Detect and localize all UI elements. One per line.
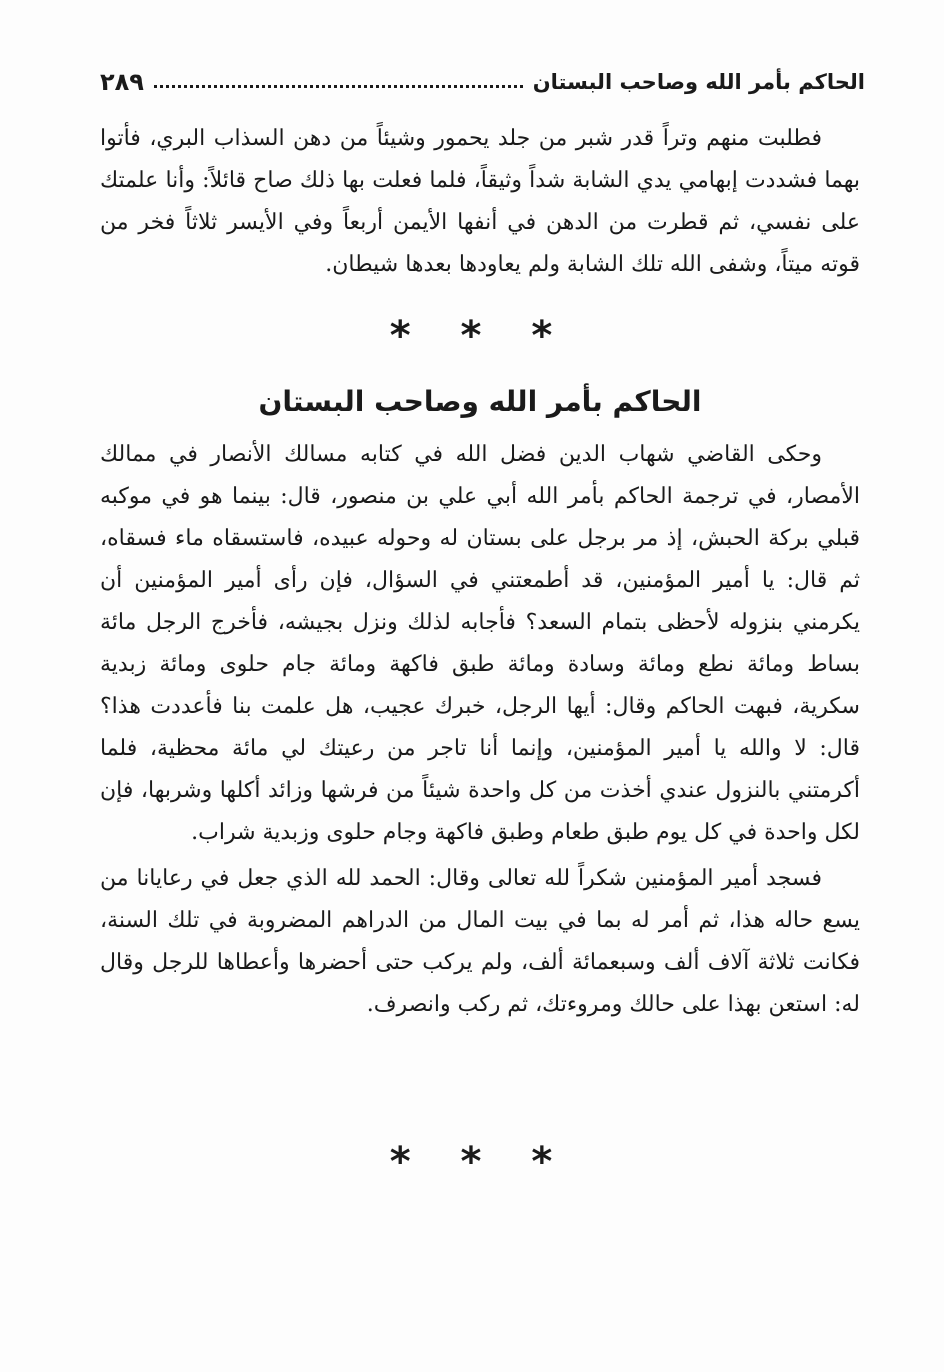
section-paragraph-2: فسجد أمير المؤمنين شكراً لله تعالى وقال: الحمد لله الذي جعل في رعايانا من يسع حاله هذا، ثم أمر له بما في بيت المال من الدراهم المضروبة في تلك السنة، فكانت ثلاثة آلاف ألف وسبعمائة ألف، ولم يركب حتى أحضرها وأعطاها للرجل وقال له: استعن بهذا على حالك ومروءتك، ثم ركب وانصرف. bbox=[100, 866, 860, 1017]
section-separator-bottom: * * * bbox=[389, 1139, 571, 1185]
running-header-title: الحاكم بأمر الله وصاحب البستان bbox=[532, 70, 865, 94]
running-header bbox=[100, 62, 865, 102]
intro-paragraph: فطلبت منهم وتراً قدر شبر من جلد يحمور وشيئاً من دهن السذاب البري، فأتوا بهما فشددت إبهامي يدي الشابة شداً وثيقاً، فلما فعلت بها ذلك صاح قائلاً: وأنا علمتك على نفسي، ثم قطرت من الدهن في أنفها الأيمن أربعاً وفي الأيسر ثلاثاً فخر من قوته ميتاً، وشفى الله تلك الشابة ولم يعاودها بعدها شيطان. bbox=[100, 126, 860, 277]
section-paragraph-1: وحكى القاضي شهاب الدين فضل الله في كتابه مسالك الأنصار في ممالك الأمصار، في ترجمة الحاكم بأمر الله أبي علي بن منصور، قال: بينما هو في موكبه قبلي بركة الحبش، إذ مر برجل على بستان له وحوله عبيده، فاستسقاه ماء فسقاه، ثم قال: يا أمير المؤمنين، قد أطمعتني في السؤال، فإن رأى أمير المؤمنين أن يكرمني بنزوله لأحظى بتمام السعد؟ فأجابه لذلك ونزل بجيشه، فأخرج الرجل مائة بساط ومائة نطع ومائة وسادة ومائة طبق فاكهة ومائة جام حلوى ومائة زبدية سكرية، فبهت الحاكم وقال: أيها الرجل، خبرك عجيب، هل علمت بنا فأعددت هذا؟ قال: لا والله يا أمير المؤمنين، وإنما أنا تاجر من رعيتك لي مائة محظية، فلما أكرمتني بالنزول عندي أخذت من كل واحدة شيئاً من فرشها وزائد أكلها وشربها، فإن لكل واحدة في كل يوم طبق طعام وطبق فاكهة وجام حلوى وزبدية شراب. bbox=[100, 442, 860, 845]
section-title: الحاكم بأمر الله وصاحب البستان bbox=[258, 385, 702, 418]
page-number: ٢٨٩ bbox=[100, 68, 144, 96]
section-separator-top: * * * bbox=[389, 313, 571, 359]
dotted-leader bbox=[154, 85, 523, 88]
page-body bbox=[100, 118, 860, 1026]
